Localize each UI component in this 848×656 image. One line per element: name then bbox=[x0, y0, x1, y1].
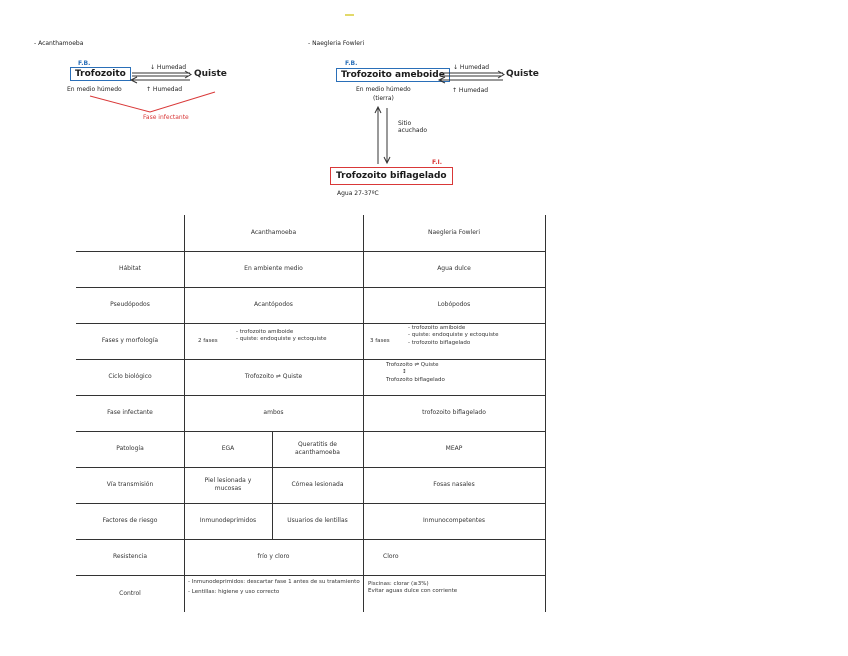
fb-tag: F.B. bbox=[78, 60, 91, 67]
right-diagram-arrows bbox=[370, 60, 510, 170]
trofozoito-ameboide-box: Trofozoito ameboide bbox=[336, 68, 450, 82]
resistencia-acanthamoeba: frío y cloro bbox=[257, 553, 290, 561]
fase-infectante-label: Fase infectante bbox=[143, 114, 189, 121]
side-label-1: Sitio bbox=[398, 120, 412, 127]
via-naegleria: Fosas nasales bbox=[433, 481, 475, 489]
control-naegleria bbox=[368, 581, 540, 596]
list-item: - quiste: endoquiste y ectoquiste bbox=[408, 332, 499, 339]
list-item: - trofozoito amiboide bbox=[408, 325, 466, 331]
pseudopodos-naegleria: Lobópodos bbox=[437, 301, 471, 309]
control-acanthamoeba bbox=[188, 579, 360, 597]
factores-acanthamoeba-1: Inmunodeprimidos bbox=[199, 517, 257, 525]
list-item: - Lentillas: higiene y uso correcto bbox=[188, 589, 280, 596]
row-label-control: Control bbox=[119, 589, 141, 597]
patologia-acanthamoeba-2: Queratitis de acanthamoeba bbox=[295, 441, 340, 456]
trofozoito-biflagelado-box: Trofozoito biflagelado bbox=[330, 167, 453, 185]
row-label-pseudopodos: Pseudópodos bbox=[110, 301, 150, 309]
humedad-up-label-right: ↑ Humedad bbox=[452, 87, 489, 94]
row-label-patologia: Patología bbox=[116, 445, 144, 453]
tierra-label: (tierra) bbox=[373, 95, 394, 102]
quiste-label: Quiste bbox=[194, 69, 227, 79]
patologia-acanthamoeba-1: EGA bbox=[221, 445, 235, 453]
fases-naegleria-list bbox=[408, 325, 498, 347]
list-item: Piscinas: clorar (≥3%) bbox=[368, 581, 429, 587]
fb-tag-right: F.B. bbox=[345, 60, 358, 67]
highlight-mark bbox=[345, 14, 354, 16]
list-item: Trofozoito biflagelado bbox=[386, 376, 445, 383]
row-label-habitat: Hábitat bbox=[118, 265, 142, 273]
habitat-naegleria: Agua dulce bbox=[437, 265, 471, 273]
patologia-naegleria: MEAP bbox=[445, 445, 463, 453]
fases-acanthamoeba-count: 2 fases bbox=[198, 338, 218, 344]
fase-infectante-acanthamoeba: ambos bbox=[263, 409, 284, 417]
list-item: - trofozoito biflagelado bbox=[408, 339, 471, 346]
resistencia-naegleria: Cloro bbox=[383, 553, 399, 561]
row-label-ciclo: Ciclo biológico bbox=[108, 373, 152, 381]
list-item: - quiste: endoquiste y ectoquiste bbox=[236, 336, 327, 343]
fases-naegleria-count: 3 fases bbox=[370, 338, 390, 344]
agua-temp-label: Agua 27-37ºC bbox=[337, 190, 379, 197]
quiste-label-right: Quiste bbox=[506, 69, 539, 79]
fi-tag: F.I. bbox=[432, 159, 443, 166]
row-label-fase-infectante: Fase infectante bbox=[107, 409, 153, 417]
list-item: ↕ bbox=[402, 369, 407, 376]
acanthamoeba-heading: - Acanthamoeba bbox=[34, 40, 84, 47]
col-header-naegleria: Naegleria Fowleri bbox=[427, 229, 481, 237]
medio-humedo-label: En medio húmedo bbox=[67, 86, 122, 93]
row-label-fases: Fases y morfología bbox=[101, 337, 159, 345]
humedad-up-label: ↑ Humedad bbox=[146, 86, 183, 93]
fases-acanthamoeba-list bbox=[236, 329, 326, 344]
ciclo-acanthamoeba: Trofozoito ⇌ Quiste bbox=[244, 373, 303, 381]
naegleria-heading: - Naegleria Fowleri bbox=[308, 40, 365, 47]
factores-naegleria: Inmunocompetentes bbox=[422, 517, 486, 525]
trofozoito-box: Trofozoito bbox=[70, 67, 131, 81]
pseudopodos-acanthamoeba: Acantópodos bbox=[254, 301, 293, 309]
list-item: Evitar aguas dulce con corriente bbox=[368, 588, 458, 595]
row-label-via-transmision: Vía transmisión bbox=[106, 481, 154, 489]
fase-infectante-naegleria: trofozoito biflagelado bbox=[422, 409, 486, 417]
side-label-2: acuchado bbox=[398, 127, 428, 134]
humedad-down-label: ↓ Humedad bbox=[150, 64, 187, 71]
list-item: - trofozoito amiboide bbox=[236, 329, 294, 335]
ciclo-naegleria bbox=[386, 362, 445, 384]
humedad-down-label-right: ↓ Humedad bbox=[453, 64, 490, 71]
row-label-factores: Factores de riesgo bbox=[102, 517, 158, 525]
row-label-resistencia: Resistencia bbox=[113, 553, 147, 561]
habitat-acanthamoeba: En ambiente medio bbox=[244, 265, 303, 273]
via-acanthamoeba-1: Piel lesionada y mucosas bbox=[204, 477, 252, 492]
col-header-acanthamoeba: Acanthamoeba bbox=[250, 229, 297, 237]
list-item: Trofozoito ⇌ Quiste bbox=[386, 362, 439, 368]
left-diagram-arrows bbox=[60, 60, 240, 130]
comparison-table bbox=[76, 215, 546, 612]
factores-acanthamoeba-2: Usuarios de lentillas bbox=[287, 517, 348, 525]
via-acanthamoeba-2: Córnea lesionada bbox=[291, 481, 344, 489]
list-item: - Inmunodeprimidos: descartar fase 1 antes de su tratamiento bbox=[188, 579, 360, 585]
medio-humedo-label-right: En medio húmedo bbox=[356, 86, 411, 93]
